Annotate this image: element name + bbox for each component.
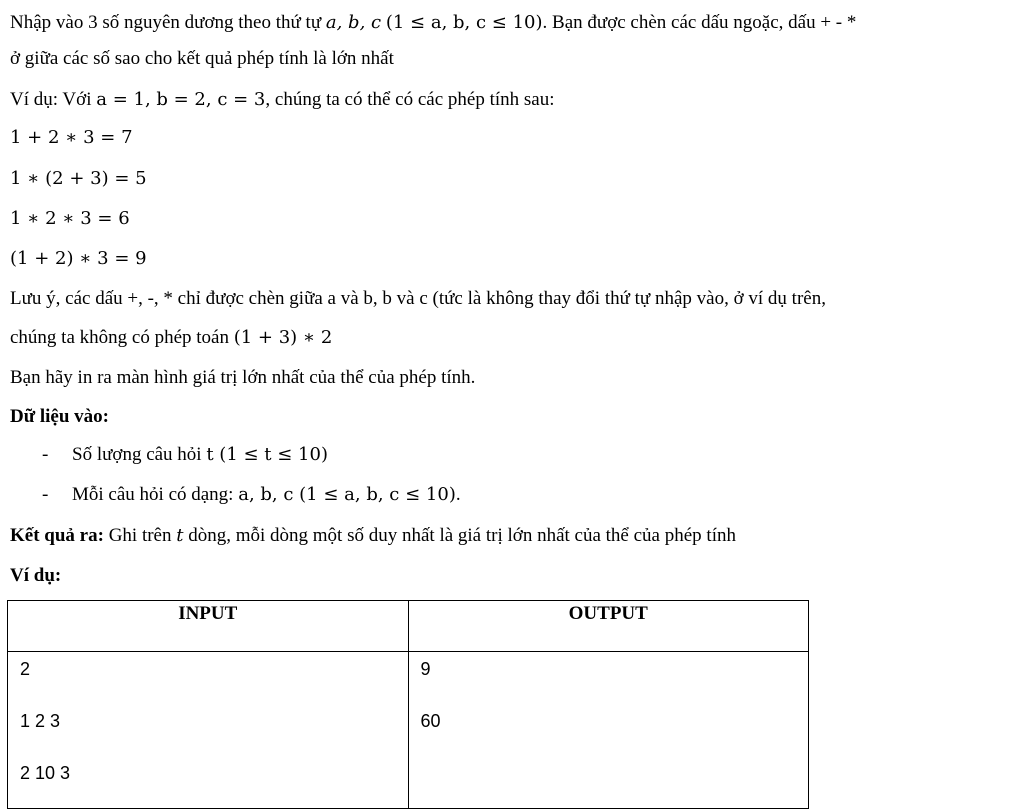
input-cell <box>8 652 409 809</box>
bullet-dash: - <box>42 444 49 465</box>
example-heading: Ví dụ: <box>10 565 62 586</box>
output-cell <box>408 652 809 809</box>
input-line: 2 10 3 <box>20 763 71 783</box>
output-column-header: OUTPUT <box>408 601 809 652</box>
note-line-2: chúng ta không có phép toán (1 + 3) ∗ 2 <box>10 327 333 348</box>
expression-2: 1 ∗ (2 + 3) = 5 <box>10 168 147 189</box>
example-io-table <box>7 600 809 809</box>
input-line: 1 2 3 <box>20 711 61 731</box>
example-intro: Ví dụ: Với a = 1, b = 2, c = 3, chúng ta có thể có các phép tính sau: <box>10 89 555 110</box>
print-instruction: Bạn hãy in ra màn hình giá trị lớn nhất của thể của phép tính. <box>10 367 476 388</box>
table-header-row <box>8 601 809 652</box>
input-column-header: INPUT <box>8 601 409 652</box>
intro-line-2: ở giữa các số sao cho kết quả phép tính là lớn nhất <box>10 48 394 69</box>
problem-statement: Nhập vào 3 số nguyên dương theo thứ tự a, b, c (1 ≤ a, b, c ≤ 10). Bạn được chèn các dấu ngoặc, dấu + - * ở giữa các số sao cho kết quả phép tính là lớn nhất Ví dụ: Với a = 1, b = 2, c = 3, chúng ta có thể có các phép tính sau: 1 + 2 ∗ 3 = 7 1 ∗ (2 + 3) = 5 1 ∗ 2 ∗ 3 = 6 (1 + 2) ∗ 3 = 9 Lưu ý, các dấu +, -, * chỉ được chèn giữa a và b, b và c (tức là không thay đổi thứ tự nhập vào, ở ví dụ trên, chúng ta không có phép toán (1 + 3) ∗ 2 Bạn hãy in ra màn hình giá trị lớn nhất của thể của phép tính. Dữ liệu vào: - Số lượng câu hỏi t (1 ≤ t ≤ 10) - Mỗi câu hỏi có dạng: a, b, c (1 ≤ a, b, c ≤ 10). Kết quả ra: Ghi trên t dòng, mỗi dòng một số duy nhất là giá trị lớn nhất của thể của phép tính Ví dụ: INPUT OUTPUT 2 1 2 3 2 10 3 9 60 <box>0 0 1024 802</box>
note-line-1: Lưu ý, các dấu +, -, * chỉ được chèn giữa a và b, b và c (tức là không thay đổi thứ tự nhập vào, ở ví dụ trên, <box>10 288 826 309</box>
output-line: 9 <box>420 659 431 679</box>
input-line: 2 <box>20 659 31 679</box>
expression-1: 1 + 2 ∗ 3 = 7 <box>10 127 133 148</box>
intro-line-1: Nhập vào 3 số nguyên dương theo thứ tự a, b, c (1 ≤ a, b, c ≤ 10). Bạn được chèn các dấu ngoặc, dấu + - * <box>10 12 857 33</box>
table-row <box>8 652 809 809</box>
output-line: 60 <box>420 711 441 731</box>
output-description: Kết quả ra: Ghi trên t dòng, mỗi dòng một số duy nhất là giá trị lớn nhất của thể của phép tính <box>10 525 736 546</box>
input-heading: Dữ liệu vào: <box>10 406 110 427</box>
expression-3: 1 ∗ 2 ∗ 3 = 6 <box>10 208 130 229</box>
bullet-dash: - <box>42 484 49 505</box>
expression-4: (1 + 2) ∗ 3 = 9 <box>10 248 147 269</box>
